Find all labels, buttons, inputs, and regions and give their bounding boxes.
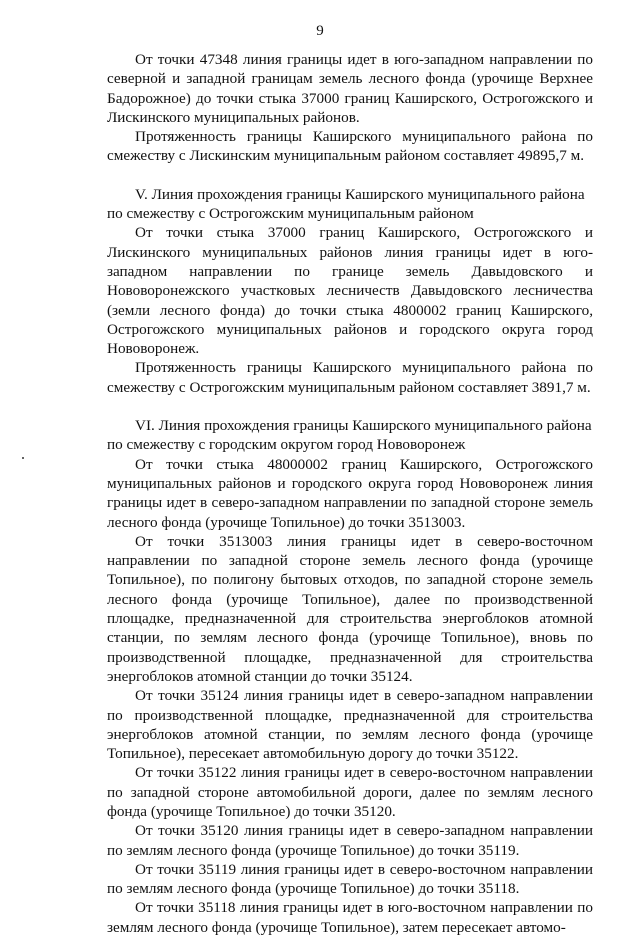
paragraph-6: От точки 3513003 линия границы идет в северо-восточном направлении по западной стороне земель лесного фонда (урочище Топильное), по полигону бытовых отходов, по западной стороне земель лесного фонда (урочище Топильное), далее по производственной площадке, предназначенной для строительства энергоблоков атомной станции, по землям лесного фонда (урочище Топильное), вновь по производственной площадке, предназначенной для строительства энергоблоков атомной станции до точки 35124.: [107, 532, 593, 685]
document-body: [107, 50, 593, 937]
scan-speck: [22, 457, 24, 459]
paragraph-5: От точки стыка 48000002 границ Каширского, Острогожского муниципальных районов и городского округа город Нововоронеж линия границы идет в северо-западном направлении по западной стороне земель лесного фонда (урочище Топильное) до точки 3513003.: [107, 455, 593, 531]
paragraph-8: От точки 35122 линия границы идет в северо-восточном направлении по западной стороне автомобильной дороги, далее по землям лесного фонда (урочище Топильное) до точки 35120.: [107, 764, 593, 820]
paragraph-11: От точки 35118 линия границы идет в юго-восточном направлении по землям лесного фонда (урочище Топильное), затем пересекает автомо-: [107, 899, 593, 936]
paragraph-10: От точки 35119 линия границы идет в северо-восточном направлении по землям лесного фонда (урочище Топильное) до точки 35118.: [107, 860, 593, 898]
paragraph-3: От точки стыка 37000 границ Каширского, Острогожского и Лискинского муниципальных районов линия границы идет в юго-западном направлении по границе земель Давыдовского и Нововоронежского участковых лесничеств Давыдовского лесничества (земли лесного фонда) до точки стыка 4800002 границ Каширского, Острогожского муниципальных районов и городского округа город Нововоронеж.: [107, 224, 593, 358]
section-heading-vi: VI. Линия прохождения границы Каширского муниципального района по смежеству с городским округом город Нововоронеж: [107, 417, 592, 454]
section-heading-v: V. Линия прохождения границы Каширского муниципального района по смежеству с Острогожским муниципальным районом: [107, 185, 585, 223]
paragraph-9: От точки 35120 линия границы идет в северо-западном направлении по землям лесного фонда (урочище Топильное) до точки 35119.: [107, 822, 593, 859]
section-spacer: [107, 397, 593, 416]
paragraph-1: От точки 47348 линия границы идет в юго-западном направлении по северной и западной границам земель лесного фонда (урочище Верхнее Бадорожное) до точки стыка 37000 границ Каширского, Острогожского и Лискинского муниципальных районов.: [107, 51, 593, 126]
section-spacer: [107, 166, 593, 185]
paragraph-7: От точки 35124 линия границы идет в северо-западном направлении по производственной площадке, предназначенной для строительства энергоблоков атомной станции, по землям лесного фонда (урочище Топильное), пересекает автомобильную дорогу до точки 35122.: [107, 687, 593, 763]
paragraph-4: Протяженность границы Каширского муниципального района по смежеству с Острогожским муниципальным районом составляет 3891,7 м.: [107, 359, 593, 396]
page-number: 9: [316, 23, 324, 39]
paragraph-2: Протяженность границы Каширского муниципального района по смежеству с Лискинским муниципальным районом составляет 49895,7 м.: [107, 128, 593, 165]
